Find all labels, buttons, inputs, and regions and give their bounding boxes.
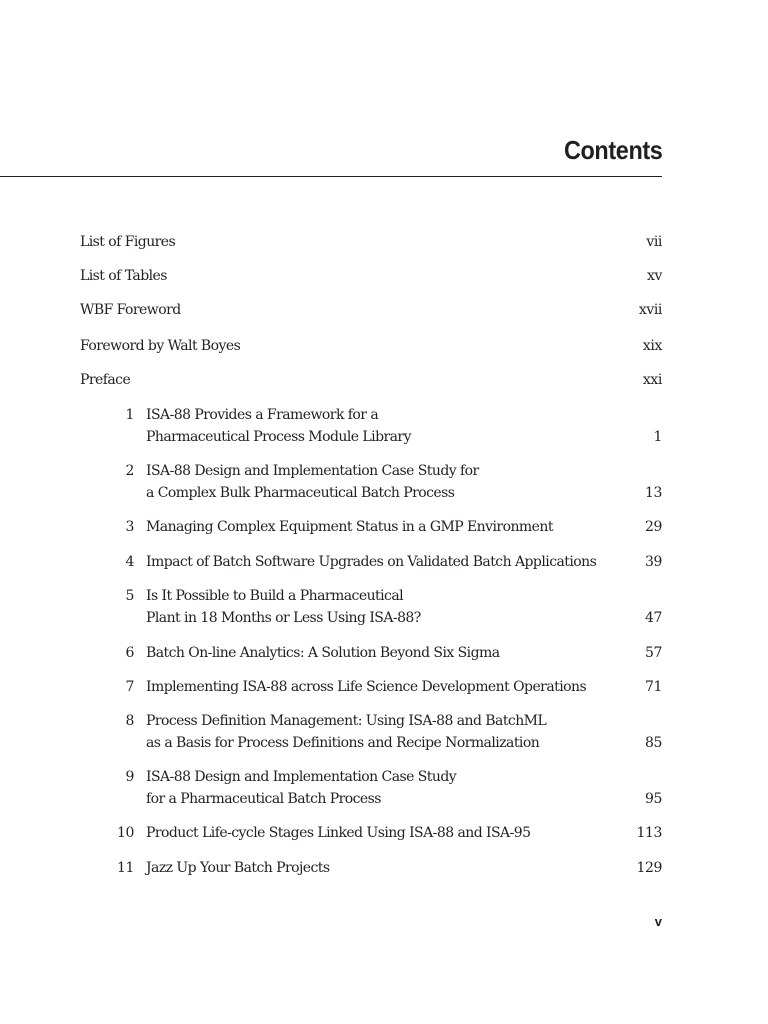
chapter-title-line: Jazz Up Your Batch Projects [146, 860, 330, 876]
chapter-page: 85 [644, 735, 662, 751]
heading-rule [0, 176, 662, 177]
chapter-title [146, 710, 546, 754]
toc-entry-title: List of Figures [80, 234, 176, 250]
chapter-page: 39 [644, 554, 662, 570]
chapter-page: 29 [644, 519, 662, 535]
toc-entry-title: WBF Foreword [80, 302, 181, 318]
chapter-number: 4 [125, 554, 134, 570]
chapter-title [146, 822, 531, 844]
chapter-title [146, 857, 330, 879]
chapter-title-line: Managing Complex Equipment Status in a GMP Environment [146, 519, 553, 535]
chapter-number: 1 [125, 407, 134, 423]
toc-entry-title: List of Tables [80, 268, 167, 284]
toc-entry-page: vii [646, 234, 662, 250]
page-title: Contents [563, 135, 662, 165]
chapter-number: 3 [125, 519, 134, 535]
chapter-title-line: for a Pharmaceutical Batch Process [146, 791, 381, 807]
chapter-number: 9 [125, 769, 134, 785]
chapter-title [146, 642, 500, 664]
toc-entry-page: xxi [642, 372, 662, 388]
chapter-title [146, 585, 421, 629]
chapter-title [146, 460, 479, 504]
chapter-title-line: Impact of Batch Software Upgrades on Validated Batch Applications [146, 554, 597, 570]
chapter-title-line: ISA-88 Design and Implementation Case Study [146, 769, 457, 785]
chapter-page: 113 [636, 825, 662, 841]
chapter-title-line: ISA-88 Design and Implementation Case Study for [146, 463, 479, 479]
chapter-title-line: Is It Possible to Build a Pharmaceutical [146, 588, 404, 604]
chapter-page: 13 [644, 485, 662, 501]
chapter-number: 7 [125, 679, 134, 695]
chapter-number: 5 [125, 588, 134, 604]
chapter-title [146, 551, 596, 573]
chapter-title-line: ISA-88 Provides a Framework for a [146, 407, 379, 423]
toc-entry-page: xix [642, 338, 662, 354]
toc-entry-title: Preface [80, 372, 131, 388]
chapter-page: 129 [636, 860, 662, 876]
chapter-number: 10 [116, 825, 134, 841]
chapter-title-line: a Complex Bulk Pharmaceutical Batch Process [146, 485, 455, 501]
chapter-number: 6 [125, 645, 134, 661]
chapter-title [146, 766, 456, 810]
chapter-number: 8 [125, 713, 134, 729]
toc-entry-title: Foreword by Walt Boyes [80, 338, 241, 354]
chapter-page: 95 [644, 791, 662, 807]
chapter-page: 47 [644, 610, 662, 626]
chapter-title [146, 404, 411, 448]
chapter-title-line: Batch On-line Analytics: A Solution Beyond Six Sigma [146, 645, 500, 661]
chapter-title [146, 516, 553, 538]
chapter-page: 71 [644, 679, 662, 695]
chapter-title-line: Plant in 18 Months or Less Using ISA-88? [146, 610, 421, 626]
chapter-title-line: Process Definition Management: Using ISA-88 and BatchML [146, 713, 547, 729]
chapter-number: 11 [116, 860, 134, 876]
chapter-title-line: Pharmaceutical Process Module Library [146, 429, 411, 445]
chapter-page: 57 [644, 645, 662, 661]
chapter-page: 1 [653, 429, 662, 445]
chapter-title-line: Product Life-cycle Stages Linked Using ISA-88 and ISA-95 [146, 825, 531, 841]
toc-entry-page: xvii [638, 302, 662, 318]
page-number: v [654, 914, 662, 929]
toc-entry-page: xv [646, 268, 662, 284]
chapter-title-line: Implementing ISA-88 across Life Science Development Operations [146, 679, 587, 695]
chapter-title-line: as a Basis for Process Definitions and Recipe Normalization [146, 735, 540, 751]
chapter-number: 2 [125, 463, 134, 479]
chapter-title [146, 676, 586, 698]
